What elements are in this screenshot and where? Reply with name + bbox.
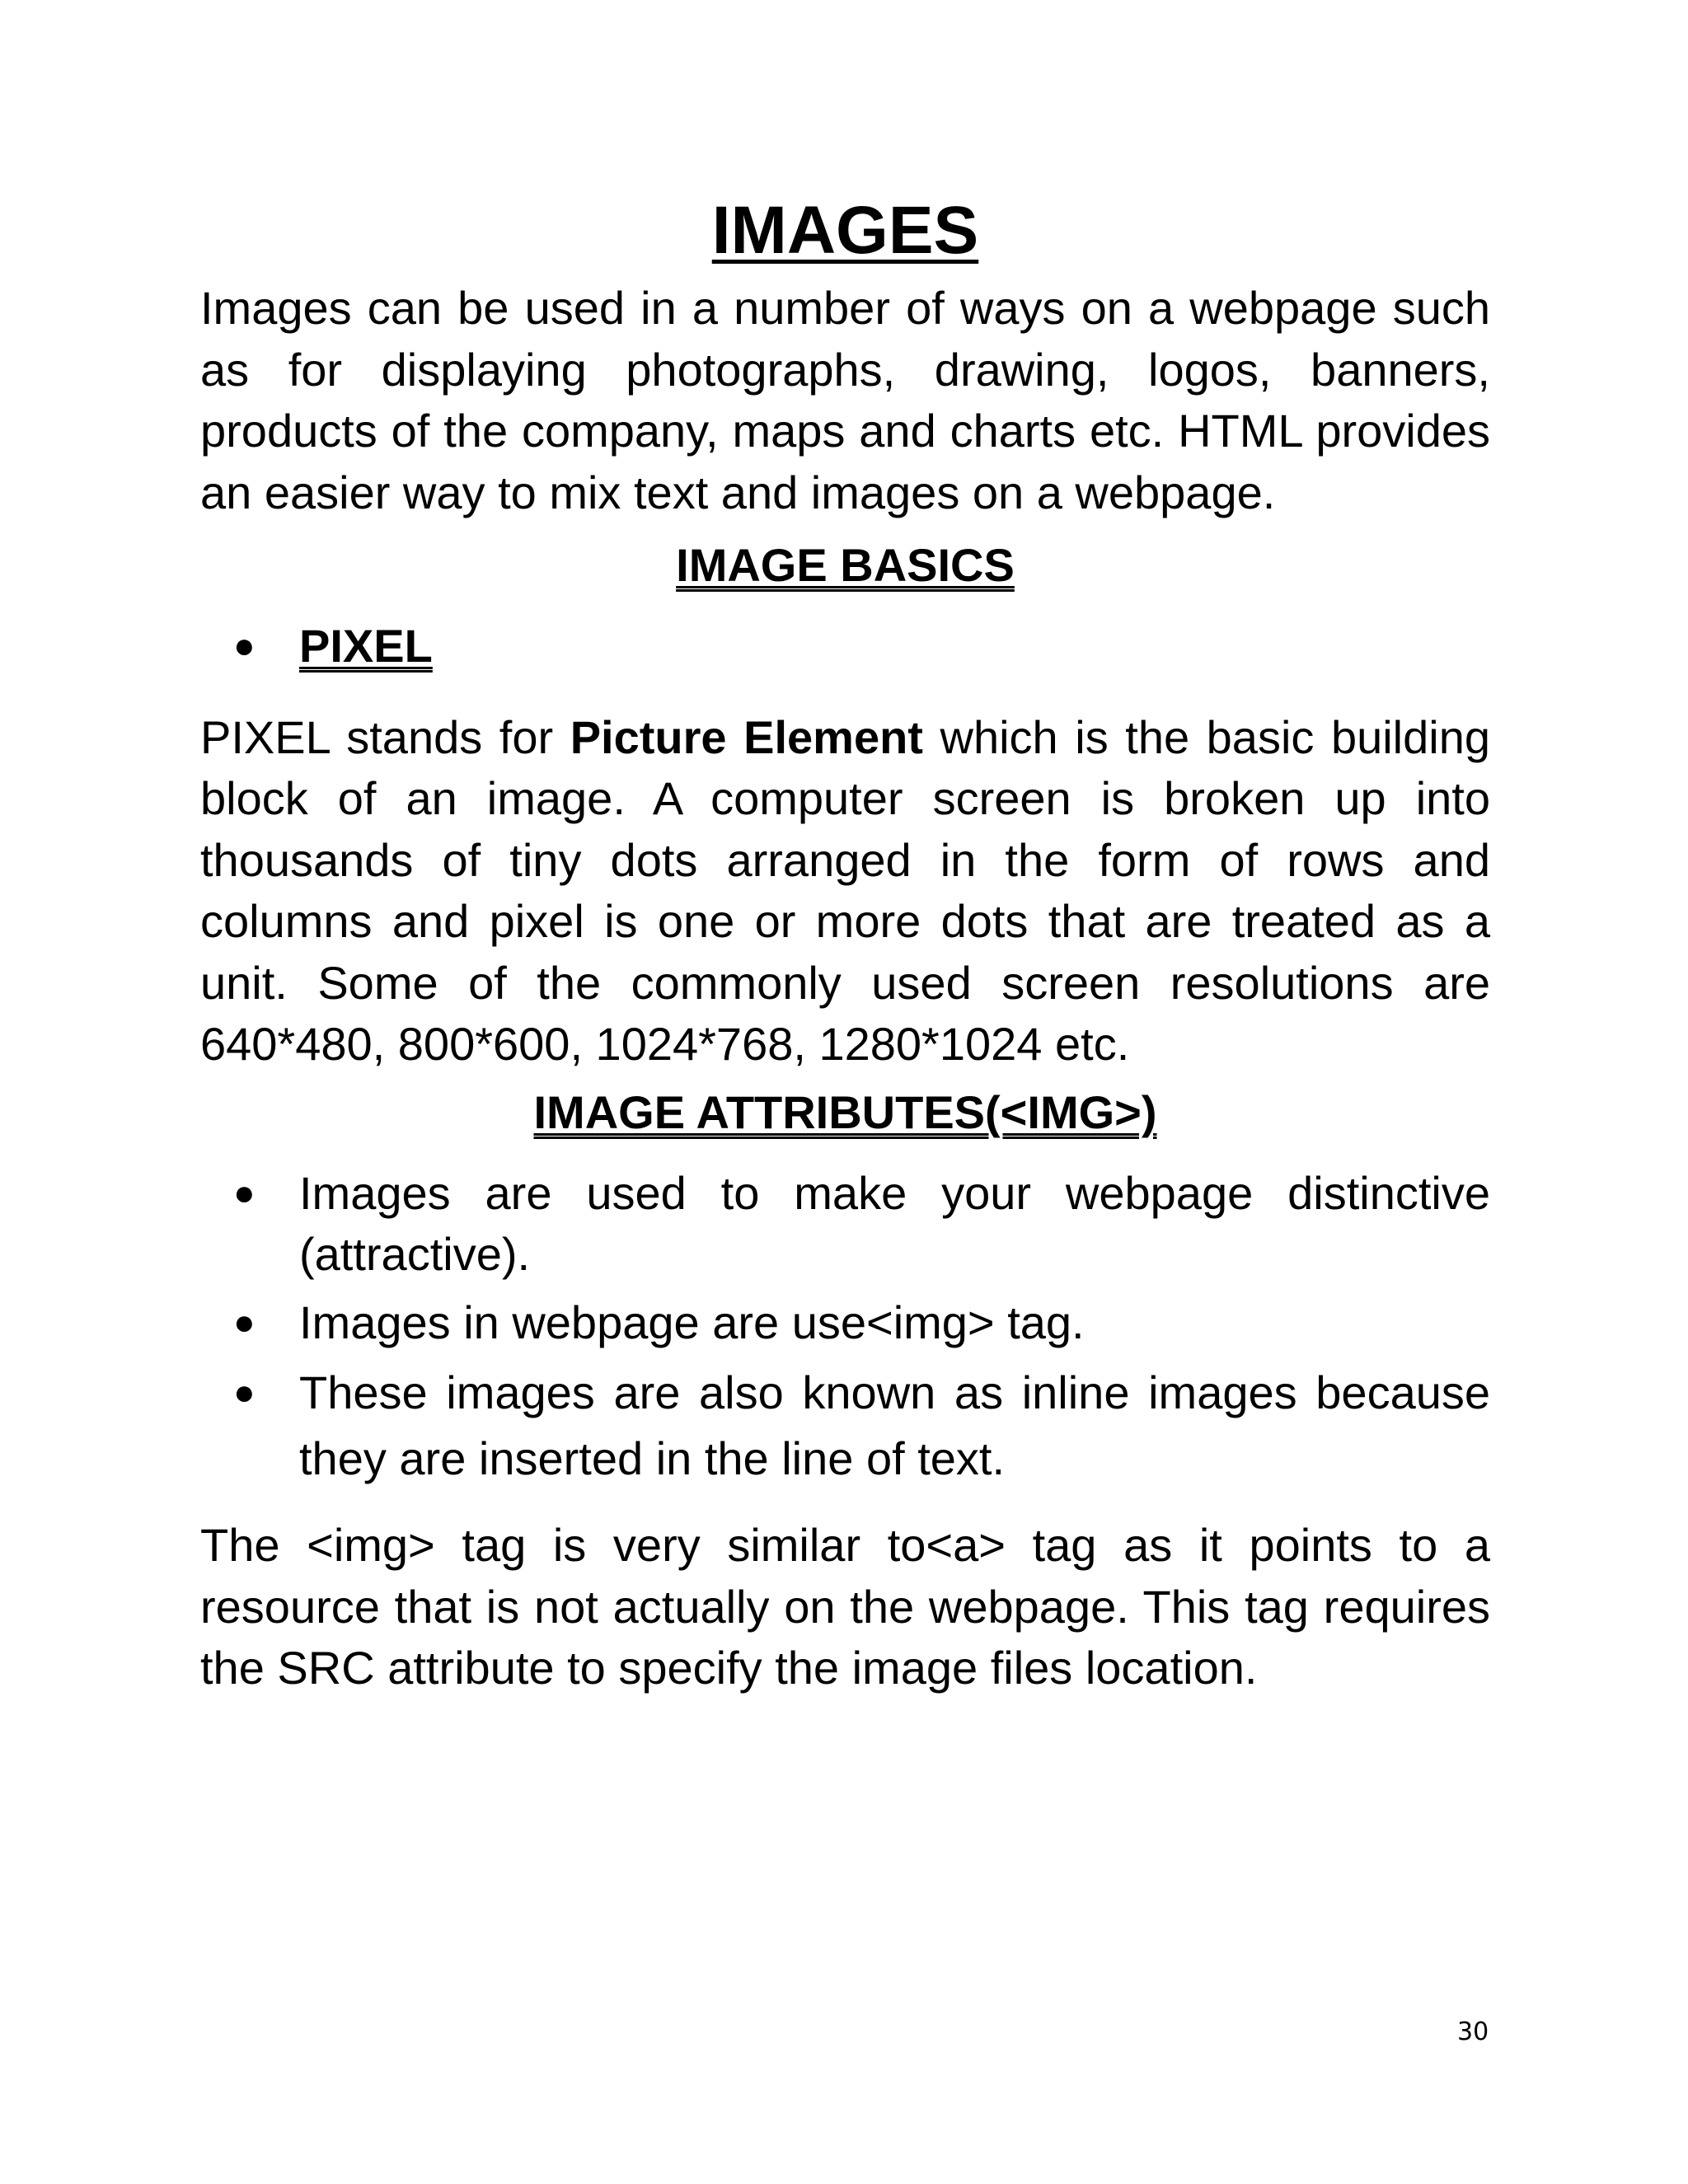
pixel-paragraph xyxy=(200,707,1490,1076)
bullet-text: These images are also known as inline images because they are inserted in the line of text. xyxy=(299,1366,1490,1484)
list-item xyxy=(200,616,1490,677)
list-item xyxy=(200,1163,1490,1286)
bullet-icon: ● xyxy=(233,1172,256,1213)
bullet-text: Images are used to make your webpage distinctive (attractive). xyxy=(299,1166,1490,1280)
pixel-label: PIXEL xyxy=(299,620,433,672)
document-page xyxy=(200,185,1490,1699)
bullet-text: Images in webpage are use<img> tag. xyxy=(299,1296,1085,1348)
pixel-para-start: PIXEL stands for xyxy=(200,710,570,763)
picture-element-term: Picture Element xyxy=(570,710,923,763)
img-tag-paragraph: The <img> tag is very similar to<a> tag as it points to a resource that is not actually on the webpage. This tag requires the SRC attribute to specify the image files location. xyxy=(200,1519,1490,1694)
bullet-icon: ● xyxy=(233,1372,256,1413)
bullet-icon: ● xyxy=(233,626,256,666)
attributes-bullet-list xyxy=(200,1163,1490,1493)
image-basics-heading: IMAGE BASICS xyxy=(676,539,1015,591)
list-item xyxy=(200,1292,1490,1354)
image-attributes-heading: IMAGE ATTRIBUTES(<IMG>) xyxy=(533,1085,1157,1138)
page-number: 30 xyxy=(1457,2018,1489,2046)
intro-paragraph: Images can be used in a number of ways on a webpage such as for displaying photographs, drawing, logos, banners, products of the company, maps and charts etc. HTML provides an easier way to mix text and images on a webpage. xyxy=(200,282,1490,518)
page-title: IMAGES xyxy=(711,193,979,268)
pixel-para-rest: which is the basic building block of an image. A computer screen is broken up into thousands of tiny dots arranged in the form of rows and columns and pixel is one or more dots that are treated as a unit. Some of the commonly used screen resolutions are 640*480, 800*600, 1024*768, 1280*1024 etc. xyxy=(200,710,1490,1070)
bullet-icon: ● xyxy=(233,1301,256,1343)
list-item xyxy=(200,1360,1490,1492)
pixel-bullet-list xyxy=(200,616,1490,677)
